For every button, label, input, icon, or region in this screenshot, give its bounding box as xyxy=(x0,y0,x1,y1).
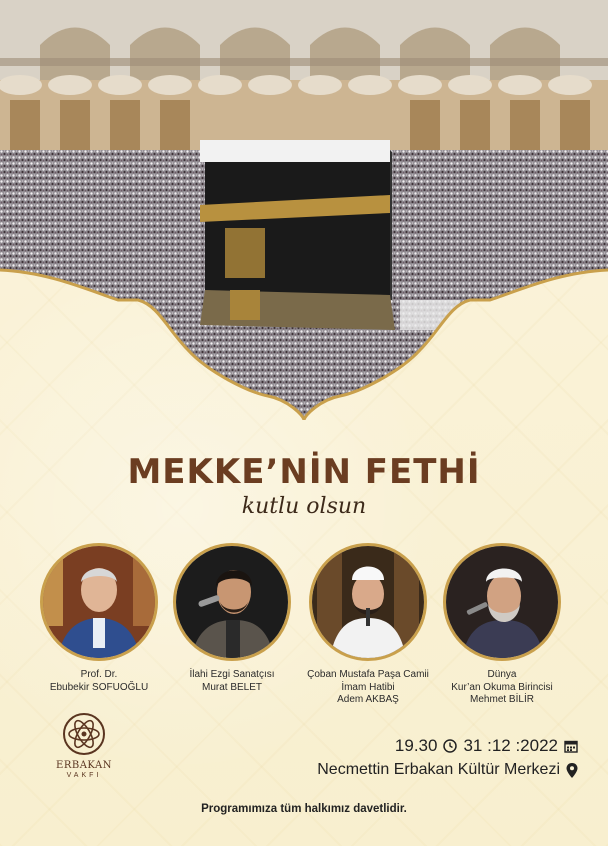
event-venue: Necmettin Erbakan Kültür Merkezi xyxy=(317,761,560,778)
speaker-name: Mehmet BİLİR xyxy=(470,694,534,705)
atom-logo-icon xyxy=(62,712,106,756)
speaker-title: İmam Hatibi xyxy=(341,681,395,693)
kaaba xyxy=(200,140,395,330)
speaker-name: Ebubekir SOFUOĞLU xyxy=(49,681,149,693)
speaker-photo xyxy=(443,543,561,661)
speaker-affiliation: Kur’an Okuma Birincisi xyxy=(451,681,553,693)
speaker-card xyxy=(37,543,161,694)
speaker-photo xyxy=(40,543,158,661)
event-title: MEKKE’NİN FETHİ xyxy=(127,452,481,492)
speaker-card xyxy=(170,543,294,694)
kaaba-hero-image xyxy=(0,0,608,420)
speaker-title: Prof. Dr. xyxy=(80,669,118,680)
invitation-text: Programımıza tüm halkımız davetlidir. xyxy=(201,803,407,815)
speaker-photo xyxy=(309,543,427,661)
speaker-name: Murat BELET xyxy=(201,681,263,693)
event-location xyxy=(317,761,578,779)
speaker-card xyxy=(306,543,430,707)
speaker-affiliation: Çoban Mustafa Paşa Camii xyxy=(307,669,429,680)
logo-subtitle: VAKFI xyxy=(66,772,102,779)
logo-name: ERBAKAN xyxy=(56,760,112,771)
speaker-photo xyxy=(173,543,291,661)
speaker-title: Dünya xyxy=(487,669,517,680)
calendar-icon xyxy=(564,739,578,753)
event-date: 31 :12 :2022 xyxy=(463,736,558,755)
clock-icon xyxy=(443,739,457,753)
foundation-logo xyxy=(49,712,119,779)
event-datetime xyxy=(395,736,578,756)
event-subtitle: kutlu olsun xyxy=(241,494,367,519)
speaker-title: İlahi Ezgi Sanatçısı xyxy=(189,669,275,680)
speaker-name: Adem AKBAŞ xyxy=(337,694,399,705)
location-pin-icon xyxy=(566,763,578,778)
event-time: 19.30 xyxy=(394,736,438,755)
speaker-card xyxy=(440,543,564,707)
